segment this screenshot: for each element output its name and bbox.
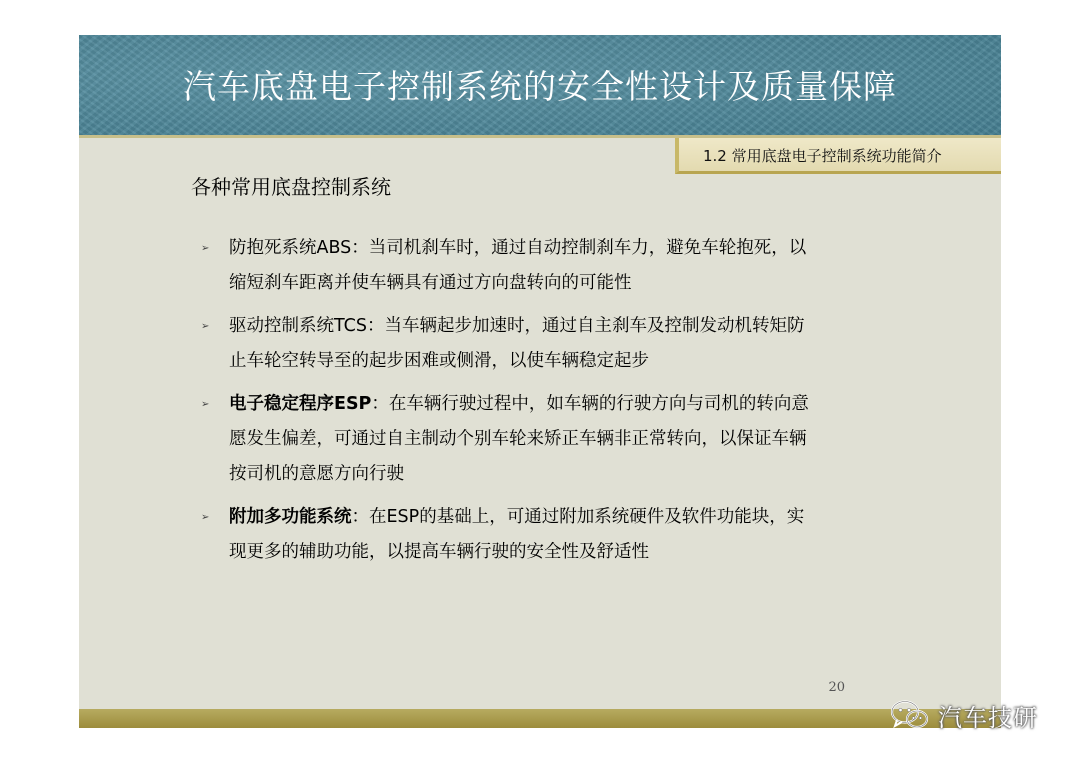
bullet-line: 按司机的意愿方向行驶 <box>229 464 404 484</box>
bullet-item-esp <box>199 387 939 492</box>
page-number: 20 <box>828 680 845 695</box>
bullet-arrow-icon: ➢ <box>201 243 210 254</box>
bullet-line: 缩短刹车距离并使车辆具有通过方向盘转向的可能性 <box>229 273 632 293</box>
bullet-arrow-icon: ➢ <box>201 399 210 410</box>
bullet-item-abs <box>199 231 939 301</box>
bullet-arrow-icon: ➢ <box>201 321 210 332</box>
bullet-first-rest: ：在ESP的基础上，可通过附加系统硬件及软件功能块，实 <box>351 507 805 527</box>
bullet-first-line <box>229 387 939 422</box>
bullet-list <box>199 231 939 578</box>
slide <box>79 35 1001 728</box>
watermark-text: 汽车技研 <box>938 703 1038 732</box>
bullet-first-line <box>229 500 939 535</box>
bullet-arrow-icon: ➢ <box>201 512 210 523</box>
bullet-first-rest: ：在车辆行驶过程中，如车辆的行驶方向与司机的转向意 <box>371 394 809 414</box>
bullet-lead: 电子稳定程序ESP <box>229 394 372 414</box>
section-tab <box>675 138 1001 174</box>
slide-header <box>79 35 1001 138</box>
bullet-line: 现更多的辅助功能，以提高车辆行驶的安全性及舒适性 <box>229 542 649 562</box>
bullet-line: 防抱死系统ABS：当司机刹车时，通过自动控制刹车力，避免车轮抱死，以 <box>229 238 807 258</box>
bullet-line: 驱动控制系统TCS：当车辆起步加速时，通过自主刹车及控制发动机转矩防 <box>229 316 805 336</box>
bullet-item-tcs <box>199 309 939 379</box>
section-tab-label: 1.2 常用底盘电子控制系统功能简介 <box>703 147 942 165</box>
bullet-lead: 附加多功能系统 <box>229 507 352 527</box>
wechat-icon <box>890 699 930 731</box>
slide-title: 汽车底盘电子控制系统的安全性设计及质量保障 <box>183 67 897 106</box>
bullet-line: 愿发生偏差，可通过自主制动个别车轮来矫正车辆非正常转向，以保证车辆 <box>229 429 807 449</box>
watermark <box>890 697 1038 733</box>
content-title: 各种常用底盘控制系统 <box>191 175 391 199</box>
footer-bar <box>79 709 1001 728</box>
bullet-line: 止车轮空转导至的起步困难或侧滑，以使车辆稳定起步 <box>229 351 649 371</box>
bullet-item-multifunction <box>199 500 939 570</box>
